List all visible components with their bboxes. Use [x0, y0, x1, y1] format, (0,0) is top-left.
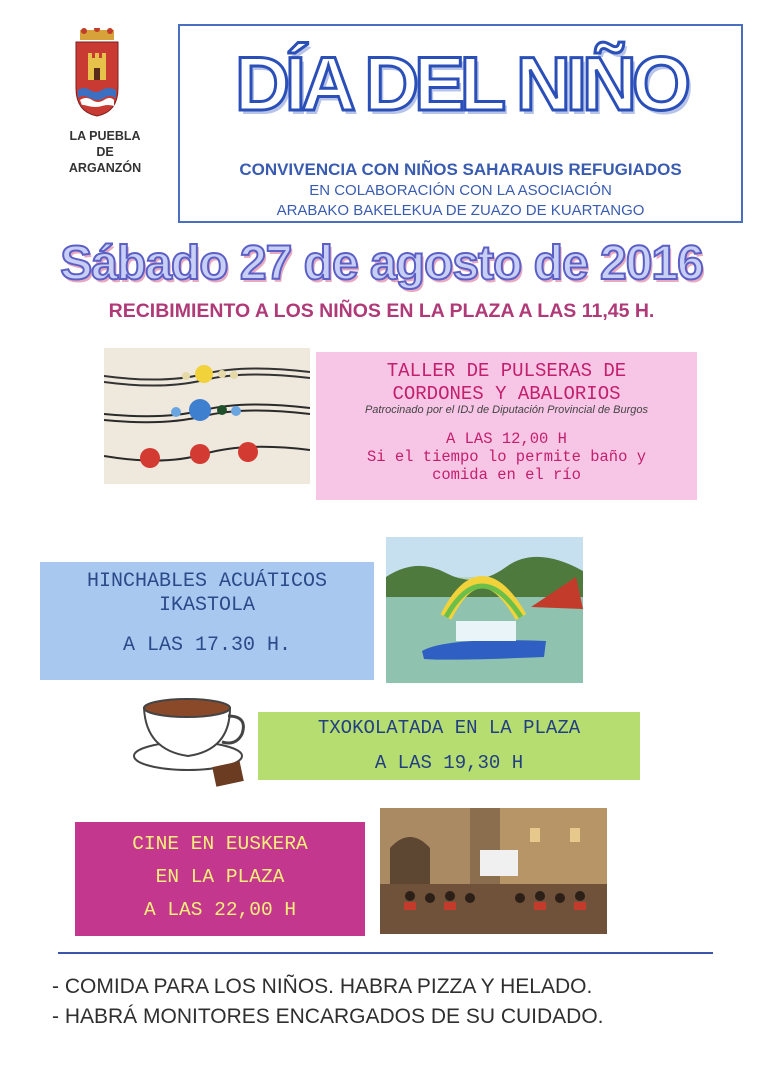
inflatables-line-2: IKASTOLA — [158, 594, 255, 617]
inflatables-title — [40, 570, 374, 618]
inflatables-time: A LAS 17.30 H. — [122, 634, 292, 657]
note-item: - COMIDA PARA LOS NIÑOS. HABRA PIZZA Y HELADO. — [52, 975, 593, 998]
bracelets-photo — [104, 348, 310, 484]
sponsor-note: Patrocinado por el IDJ de Diputación Provincial de Burgos — [364, 404, 649, 416]
inflatables-line-1: HINCHABLES ACUÁTICOS — [86, 570, 328, 593]
cup-of-chocolate-icon — [130, 692, 248, 790]
bracelet-time: A LAS 12,00 H — [446, 430, 567, 448]
bracelet-workshop-details — [316, 430, 697, 484]
footer-notes — [52, 972, 732, 1032]
divider — [58, 952, 713, 954]
collab-line-1: EN COLABORACIÓN CON LA ASOCIACIÓN — [309, 182, 612, 199]
cinema-line-2: EN LA PLAZA — [155, 866, 285, 888]
town-line: LA PUEBLA — [69, 129, 141, 143]
cinema-time: A LAS 22,00 H — [143, 899, 297, 921]
cinema-details — [75, 828, 365, 927]
outdoor-cinema-photo — [380, 808, 607, 934]
chocolate-title: TXOKOLATADA EN LA PLAZA — [317, 717, 581, 739]
town-line: ARGANZÓN — [68, 161, 142, 175]
subtitle: CONVIVENCIA CON NIÑOS SAHARAUIS REFUGIADOS — [239, 160, 682, 179]
town-line: DE — [96, 145, 114, 159]
bracelet-note-line-1: Si el tiempo lo permite baño y — [366, 448, 647, 466]
town-name — [55, 128, 155, 176]
page-title: DÍA DEL NIÑO — [235, 42, 686, 127]
bracelet-title-line-1: TALLER DE PULSERAS DE — [386, 360, 627, 382]
bracelet-note-line-2: comida en el río — [432, 466, 581, 484]
bracelet-title-line-2: CORDONES Y ABALORIOS — [392, 383, 621, 405]
chocolate-time: A LAS 19,30 H — [374, 752, 524, 774]
welcome-line: RECIBIMIENTO A LOS NIÑOS EN LA PLAZA A LAS 11,45 H. — [108, 300, 655, 322]
cinema-line-1: CINE EN EUSKERA — [132, 833, 308, 855]
inflatables-photo — [386, 537, 583, 683]
bracelet-workshop-title — [316, 360, 697, 406]
note-item: - HABRÁ MONITORES ENCARGADOS DE SU CUIDADO. — [52, 1005, 604, 1028]
coat-of-arms-icon — [70, 28, 124, 120]
event-date: Sábado 27 de agosto de 2016 — [60, 237, 703, 290]
collab-line-2: ARABAKO BAKELEKUA DE ZUAZO DE KUARTANGO — [276, 202, 645, 219]
